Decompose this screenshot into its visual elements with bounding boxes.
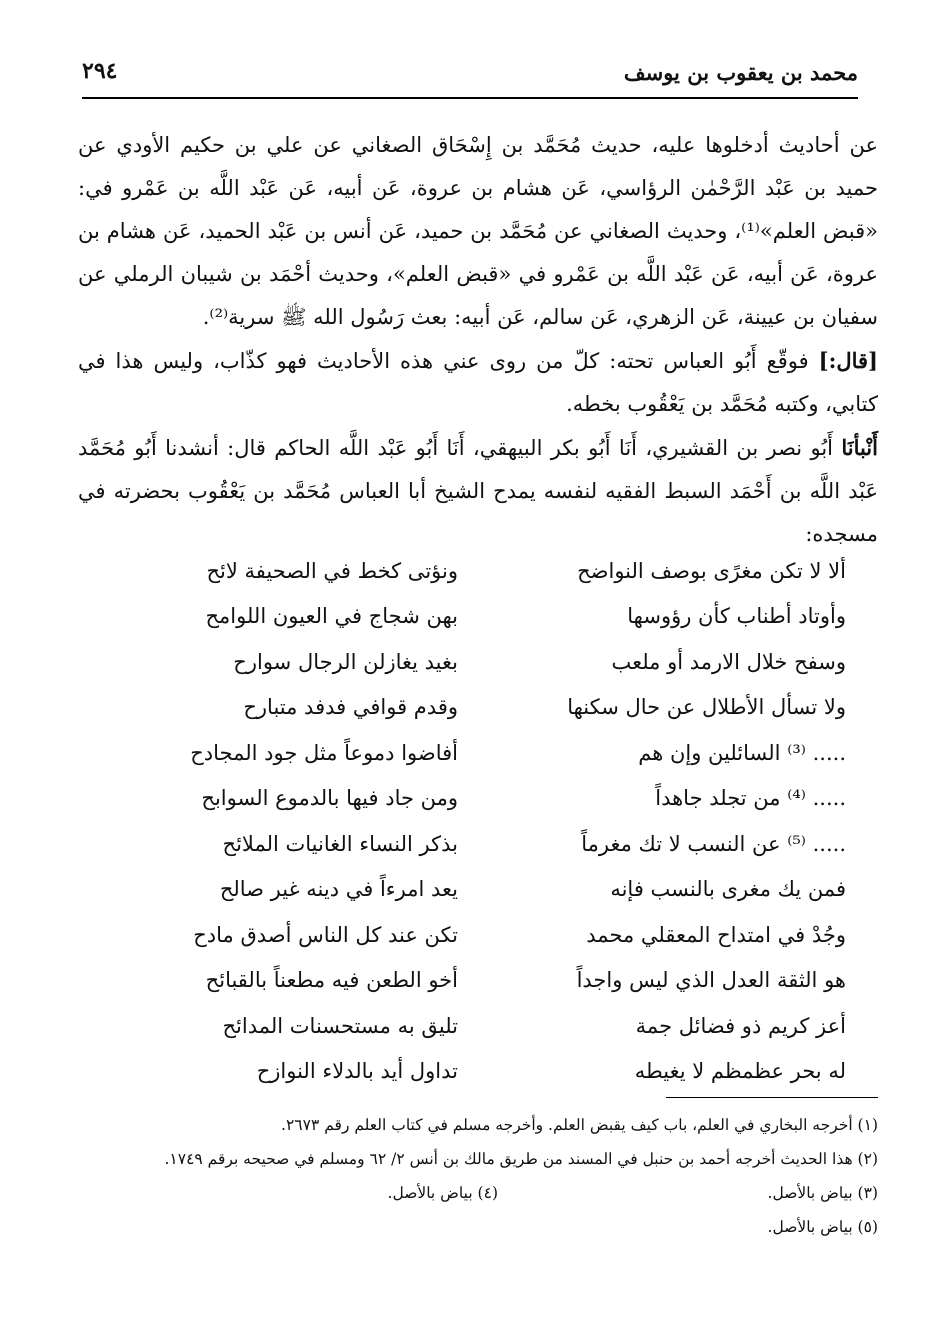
footnote-2: (٢) هذا الحديث أخرجه أحمد بن حنبل في المسند من طريق مالك بن أنس ٢/ ٦٢ ومسلم في صحيحه برقم ١٧٤٩. <box>164 1150 878 1168</box>
poem-verse <box>118 685 846 731</box>
verse-first-hemistich: ..... ⁽³⁾ السائلين وإن هم <box>638 740 846 765</box>
footnote-rule <box>666 1097 878 1098</box>
poem-verse <box>118 1003 846 1049</box>
paragraph-2-text: فوقّع أَبُو العباس تحته: كلّ من روى عني هذه الأحاديث فهو كذّاب، وليس هذا في كتابي، وكتبه مُحَمَّد بن يَعْقُوب بخطه. <box>78 349 878 416</box>
paragraph-3-text: أَبُو نصر بن القشيري، أَنَا أَبُو بكر البيهقي، أَنَا أَبُو عَبْد اللَّه الحاكم قال: أنشدنا أَبُو مُحَمَّد عَبْد اللَّه بن أَحْمَد السبط الفقيه لنفسه يمدح الشيخ أبا العباس مُحَمَّد بن يَعْقُوب بحضرته في مسجده: <box>78 436 878 546</box>
verse-second-hemistich: تداول أيد بالدلاء النوازح <box>256 1059 458 1084</box>
verse-second-hemistich: تليق به مستحسنات المدائح <box>222 1013 458 1038</box>
footnote-3: (٣) بياض بالأصل. <box>767 1184 878 1202</box>
verse-second-hemistich: ونؤتى كخط في الصحيفة لائح <box>206 558 458 583</box>
page-header <box>82 56 858 92</box>
verse-first-hemistich: ..... ⁽⁴⁾ من تجلد جاهداً <box>655 786 846 811</box>
verse-second-hemistich: ومن جاد فيها بالدموع السوابح <box>201 786 458 811</box>
paragraph-1: عن أحاديث أدخلوها عليه، حديث مُحَمَّد بن إِسْحَاق الصغاني عن علي بن حكيم الأودي عن حميد بن عَبْد الرَّحْمٰن الرؤاسي، عَن هشام بن عروة، عَن أبيه، عَن عَبْد اللَّه بن عَمْرو في: «قبض العلم»⁽¹⁾، وحديث الصغاني عن مُحَمَّد بن حميد، عَن أنس بن عَبْد الحميد، عَن هشام بن عروة، عَن أبيه، عَن عَبْد اللَّه بن عَمْرو في «قبض العلم»، وحديث أحْمَد بن شيبان الرملي عن سفيان بن عيينة، عَن الزهري، عَن سالم، عَن أبيه: بعث رَسُول الله ﷺ سرية⁽²⁾. <box>78 133 878 329</box>
paragraph-3-lead: أَنْبأنَا <box>841 435 878 460</box>
verse-first-hemistich: ..... ⁽⁵⁾ عن النسب لا تك مغرماً <box>581 831 846 856</box>
poem-verse <box>118 1049 846 1095</box>
poem-verse <box>118 776 846 822</box>
verse-first-hemistich: فمن يك مغرى بالنسب فإنه <box>610 877 846 902</box>
verse-second-hemistich: أخو الطعن فيه مطعناً بالقبائح <box>205 968 458 993</box>
verse-second-hemistich: أفاضوا دموعاً مثل جود المجادح <box>190 740 458 765</box>
verse-first-hemistich: له بحر عظمظم لا يغيطه <box>634 1059 846 1084</box>
verse-first-hemistich: أعز كريم ذو فضائل جمة <box>635 1013 846 1038</box>
verse-first-hemistich: وسفح خلال الارمد أو ملعب <box>611 649 846 674</box>
verse-second-hemistich: وقدم قوافي فدفد متبارح <box>243 695 458 720</box>
poem <box>118 548 846 1094</box>
paragraph-3 <box>78 426 878 556</box>
poem-verse <box>118 548 846 594</box>
verse-second-hemistich: بهن شجاج في العيون اللوامح <box>205 604 458 629</box>
header-rule <box>82 97 858 99</box>
poem-verse <box>118 730 846 776</box>
poem-verse <box>118 594 846 640</box>
paragraph-2 <box>78 339 878 426</box>
verse-first-hemistich: وجُدْ في امتداح المعقلي محمد <box>586 922 846 947</box>
footnote-1: (١) أخرجه البخاري في العلم، باب كيف يقبض العلم. وأخرجه مسلم في كتاب العلم رقم ٢٦٧٣. <box>281 1116 878 1134</box>
running-title: محمد بن يعقوب بن يوسف <box>623 60 858 85</box>
verse-second-hemistich: بغيد يغازلن الرجال سوارح <box>233 649 458 674</box>
paragraph-2-lead: [قال:] <box>818 348 878 373</box>
poem-verse <box>118 912 846 958</box>
poem-verse <box>118 958 846 1004</box>
footnote-4: (٤) بياض بالأصل. <box>387 1184 498 1202</box>
poem-verse <box>118 821 846 867</box>
footnote-5: (٥) بياض بالأصل. <box>767 1218 878 1236</box>
verse-first-hemistich: وأوتاد أطناب كأن رؤوسها <box>627 604 846 629</box>
main-text <box>78 124 878 556</box>
footnotes <box>82 1108 878 1244</box>
verse-first-hemistich: ألا لا تكن مغرًى بوصف النواضح <box>577 558 846 583</box>
page-number: ٢٩٤ <box>82 58 118 84</box>
verse-second-hemistich: بذكر النساء الغانيات الملائح <box>222 831 458 856</box>
verse-second-hemistich: يعد امرءاً في دينه غير صالح <box>219 877 458 902</box>
verse-second-hemistich: تكن عند كل الناس أصدق مادح <box>193 922 458 947</box>
poem-verse <box>118 867 846 913</box>
poem-verse <box>118 639 846 685</box>
verse-first-hemistich: هو الثقة العدل الذي ليس واجداً <box>576 968 846 993</box>
footnote-row <box>82 1176 878 1210</box>
verse-first-hemistich: ولا تسأل الأطلال عن حال سكنها <box>567 695 846 720</box>
